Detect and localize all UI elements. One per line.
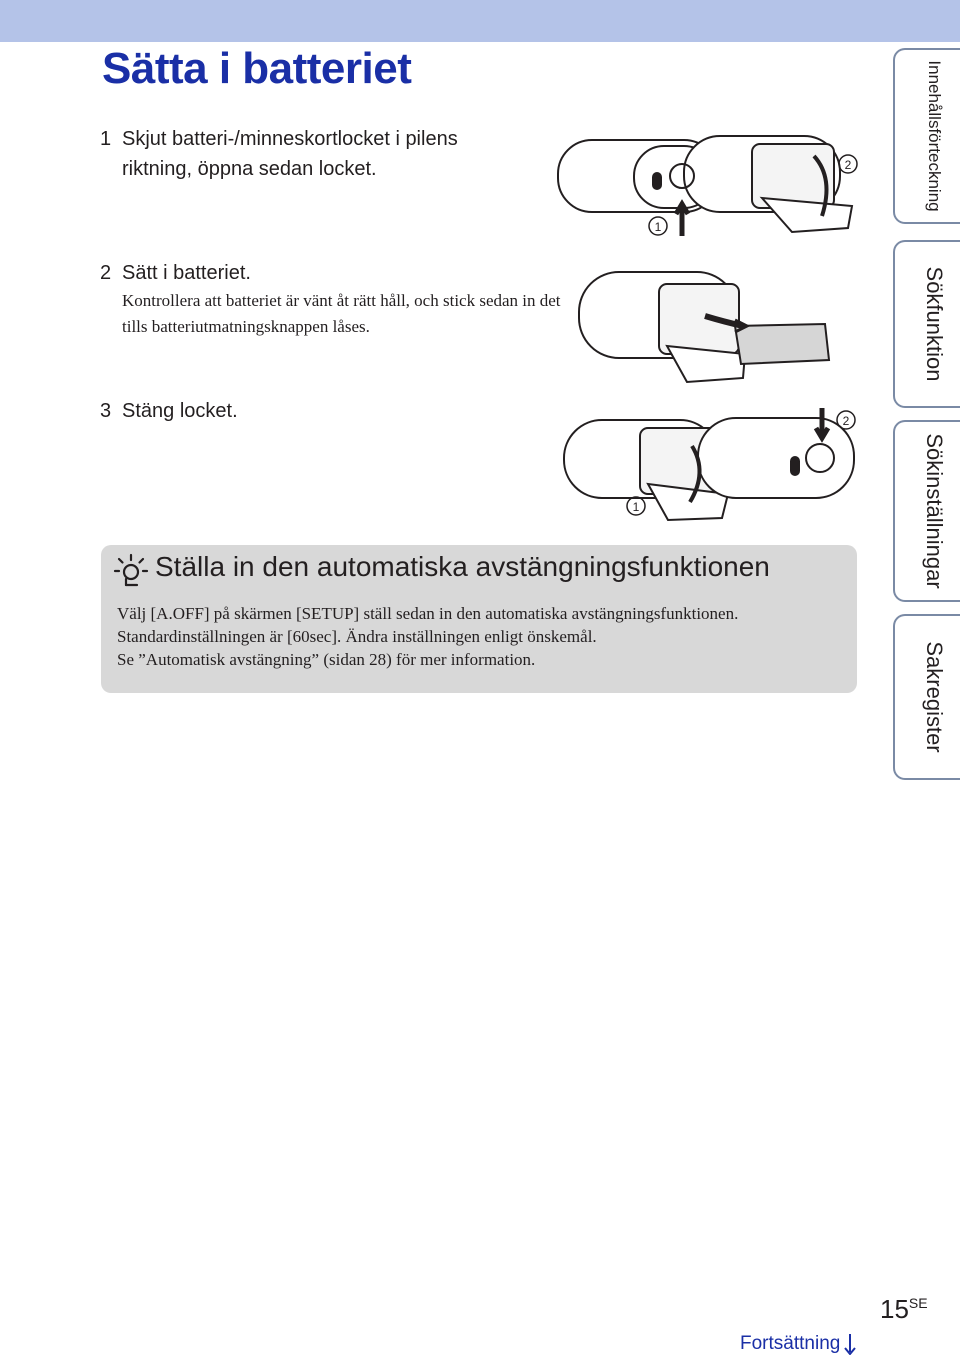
step-text: Sätt i batteriet. [122, 262, 251, 284]
step-1 [100, 124, 522, 184]
tip-line: Se ”Automatisk avstängning” (sidan 28) för mer information. [117, 650, 536, 669]
step-3 [100, 396, 542, 426]
insert-battery-illustration [575, 266, 845, 396]
tab-index[interactable] [893, 614, 960, 780]
open-cover-illustration [552, 128, 872, 248]
page-number-suffix: SE [908, 1295, 928, 1311]
step3-mark-1: 1 [632, 500, 640, 514]
arrow-down-icon [844, 1333, 856, 1355]
step1-mark-2: 2 [844, 158, 852, 172]
tip-line: Standardinställningen är [60sec]. Ändra inställningen enligt önskemål. [117, 627, 597, 646]
step-text: Skjut batteri-/minneskortlocket i pilens riktning, öppna sedan locket. [122, 128, 458, 180]
tab-label: Innehållsförteckning [925, 60, 944, 212]
tip-title: Ställa in den automatiska avstängningsfunktionen [155, 551, 770, 582]
top-bar [0, 0, 960, 42]
tab-table-of-contents[interactable] [893, 48, 960, 224]
step-number: 3 [100, 400, 112, 422]
continue-label: Fortsättning [740, 1333, 841, 1354]
close-cover-illustration [558, 402, 868, 527]
step-2 [100, 258, 562, 340]
lightbulb-icon [113, 553, 149, 591]
page-number [880, 1294, 928, 1325]
tab-label: Sökfunktion [922, 266, 947, 382]
step1-mark-1: 1 [654, 220, 662, 234]
continue-link[interactable] [740, 1333, 856, 1355]
tab-search-function[interactable] [893, 240, 960, 408]
tip-box [101, 545, 857, 693]
step3-mark-2: 2 [842, 414, 850, 428]
tab-search-settings[interactable] [893, 420, 960, 602]
tip-body [117, 602, 847, 671]
step-number: 2 [100, 262, 112, 284]
step-note: Kontrollera att batteriet är vänt åt rätt håll, och stick sedan in det tills batteriutmatningsknappen låses. [122, 291, 561, 336]
tip-line: Välj [A.OFF] på skärmen [SETUP] ställ sedan in den automatiska avstängningsfunktionen. [117, 604, 739, 623]
page-title: Sätta i batteriet [102, 44, 412, 93]
step-text: Stäng locket. [122, 400, 238, 422]
page-number-value: 15 [880, 1294, 909, 1324]
step-number: 1 [100, 128, 112, 150]
tab-label: Sökinställningar [922, 433, 947, 589]
tab-label: Sakregister [922, 641, 947, 753]
